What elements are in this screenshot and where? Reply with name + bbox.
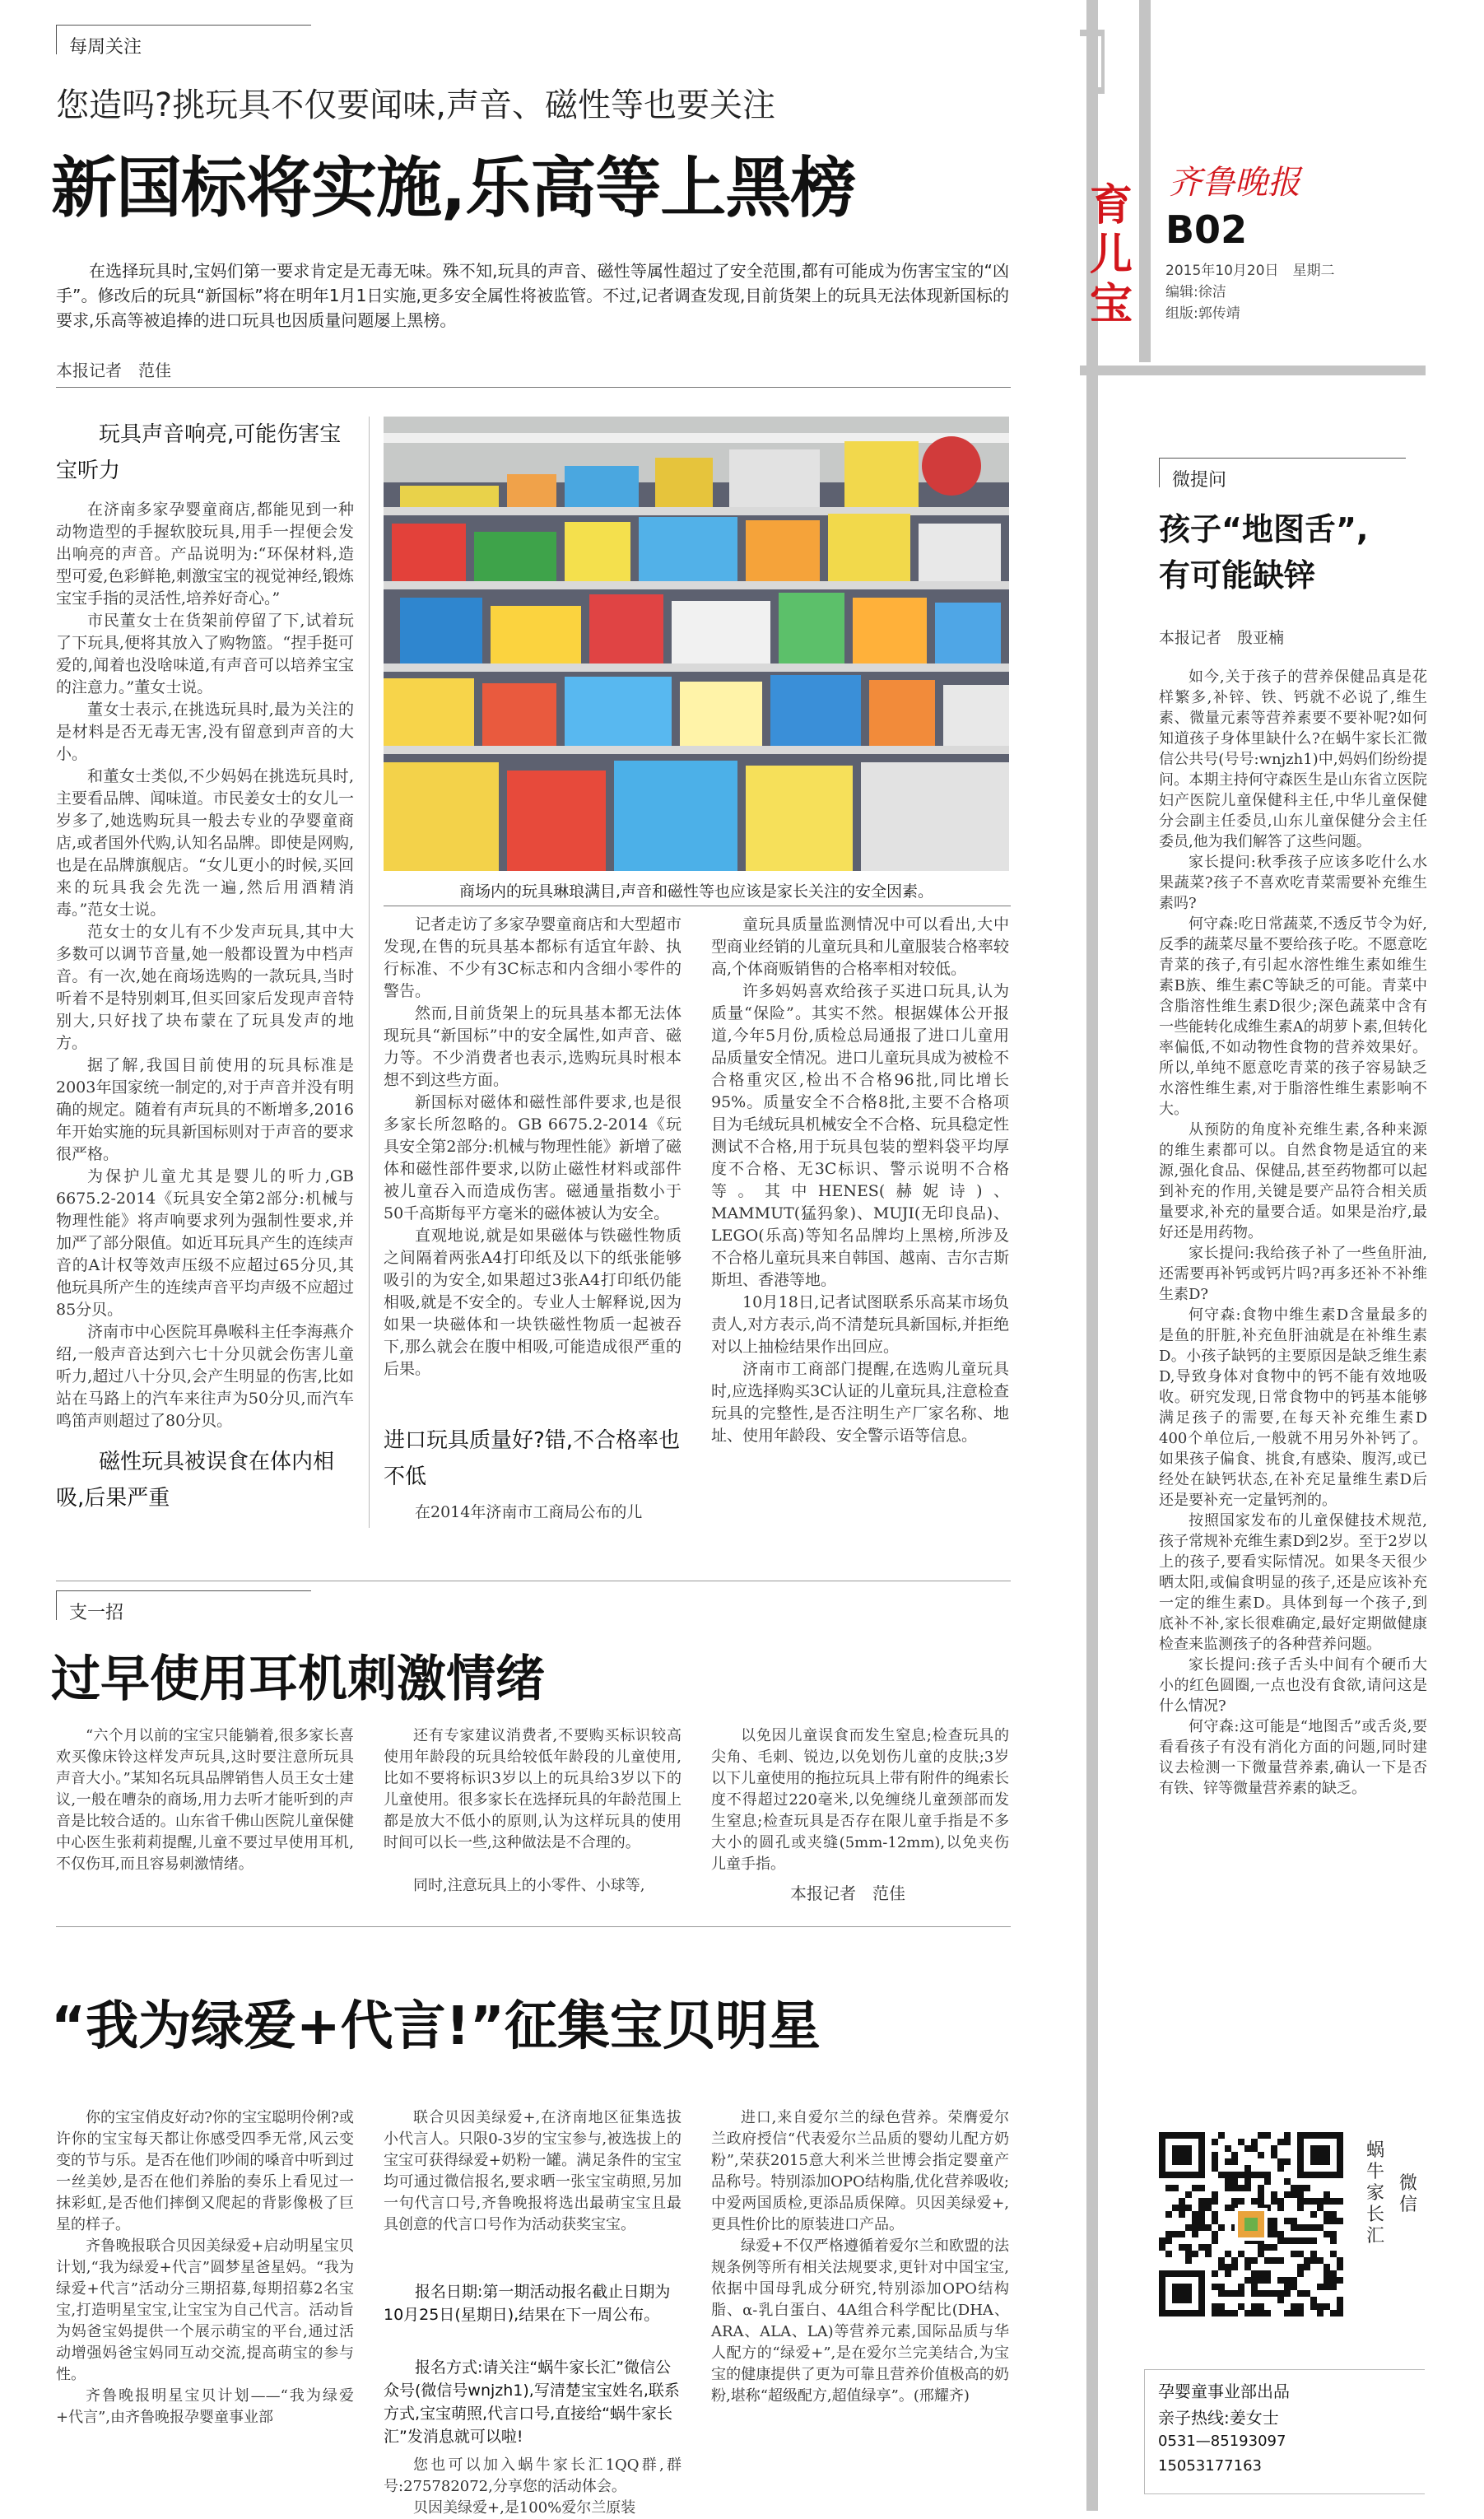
s1-col2-paragraph: 新国标对磁体和磁性部件要求,也是很多家长所忽略的。GB 6675.2-2014《玩具安全第2部分:机械与物理性能》新增了磁体和磁性部件要求,以防止磁性材料或部件被儿童吞入而造成伤害。磁通量指数小于50千高斯每平方毫米的磁体被认为安全。 bbox=[384, 1093, 682, 1222]
s3-column-2a: 联合贝因美绿爱+,在济南地区征集选拔小代言人。只限0-3岁的宝宝参与,被选拔上的宝宝可获得绿爱+奶粉一罐。满足条件的宝宝均可通过微信报名,要求晒一张宝宝萌照,另加一句代言口号,齐鲁晚报将选出最萌宝宝且最具创意的代言口号作为活动获奖宝宝。 bbox=[384, 2109, 682, 2233]
photo-caption: 商场内的玩具琳琅满目,声音和磁性等也应该是家长关注的安全因素。 bbox=[458, 882, 934, 901]
s3-signup-method: 报名方式:请关注“蜗牛家长汇”微信公众号(微信号wnjzh1),写清楚宝宝姓名,联系方式,宝宝萌照,代言口号,直接给“蜗牛家长汇”发消息就可以啦! bbox=[384, 2358, 680, 2446]
article-column-2 bbox=[384, 914, 682, 1381]
s1-col1-paragraph: 和董女士类似,不少妈妈在挑选玩具时,主要看品牌、闻味道。市民姜女士的女儿一岁多了,她选购玩具一般去专业的孕婴童商店,或者国外代购,认知名品牌。即使是网购,也是在品牌旗舰店。“女儿更小的时候,买回来的玩具我会先洗一遍,然后用酒精消毒。”范女士说。 bbox=[56, 767, 354, 919]
qr-caption-account: 蜗牛家长汇 bbox=[1366, 2140, 1385, 2247]
article-column-3 bbox=[711, 914, 1009, 1447]
contact-phone-1: 0531—85193097 bbox=[1158, 2433, 1286, 2450]
contact-box bbox=[1144, 2369, 1425, 2494]
s3-qq-group: 您也可以加入蜗牛家长汇1QQ群,群号:275782072,分享您的活动体会。 bbox=[384, 2456, 682, 2495]
sidebar-paragraph: 按照国家发布的儿童保健技术规范,孩子常规补充维生素D到2岁。至于2岁以上的孩子,要看实际情况。如果冬天很少晒太阳,或偏食明显的孩子,还是应该补充一定的维生素D。具体到每一个孩子,到底补不补,家长很难确定,最好定期做健康检查来监测孩子的各种营养问题。 bbox=[1159, 1512, 1427, 1653]
s1-col1-paragraph: 市民董女士在货架前停留了下,试着玩了下玩具,便将其放入了购物篮。“捏手挺可爱的,闻着也没啥味道,有声音可以培养宝宝的注意力。”董女士说。 bbox=[56, 612, 354, 696]
side-tag-frame-left bbox=[1159, 458, 1160, 487]
s1-col3-paragraph: 童玩具质量监测情况中可以看出,大中型商业经销的儿童玩具和儿童服装合格率较高,个体商贩销售的合格率相对较低。 bbox=[711, 915, 1009, 978]
divider bbox=[56, 387, 1011, 388]
s1-col2-paragraph: 然而,目前货架上的玩具基本都无法体现玩具“新国标”中的安全属性,如声音、磁力等。不少消费者也表示,选购玩具时根本想不到这些方面。 bbox=[384, 1004, 682, 1089]
s3-col3-paragraph: 进口,来自爱尔兰的绿色营养。荣膺爱尔兰政府授信“代表爱尔兰品质的婴幼儿配方奶粉”,荣获2015意大利米兰世博会指定婴童产品称号。特别添加OPO结构脂,优化营养吸收;中爱两国质检,更添品质保障。贝因美绿爱+,更具性价比的原装进口产品。 bbox=[711, 2109, 1009, 2233]
s1-col3-paragraph: 10月18日,记者试图联系乐高某市场负责人,对方表示,尚不清楚玩具新国标,并拒绝对以上抽检结果作出回应。 bbox=[711, 1293, 1009, 1356]
photo-illustration bbox=[384, 417, 1009, 871]
sidebar-headline-2: 有可能缺锌 bbox=[1159, 557, 1316, 594]
tag-frame-top bbox=[56, 25, 311, 26]
ornament-crossbar bbox=[1080, 362, 1426, 379]
s2-column-2b: 同时,注意玩具上的小零件、小球等, bbox=[413, 1877, 645, 1894]
s1-col2-paragraph: 记者走访了多家孕婴童商店和大型超市发现,在售的玩具基本都标有适宜年龄、执行标准、不少有3C标志和内含细小零件的警告。 bbox=[384, 915, 682, 1000]
s1-col1-paragraph: 为保护儿童尤其是婴儿的听力,GB 6675.2-2014《玩具安全第2部分:机械与物理性能》将声响要求列为强制性要求,并加严了部分限值。如近耳玩具产生的连续声音的A计权等效声压级不应超过65分贝,其他玩具所产生的连续声音平均声级不应超过85分贝。 bbox=[56, 1167, 354, 1319]
sidebar-byline: 本报记者 殷亚楠 bbox=[1159, 629, 1285, 647]
s2-byline: 本报记者 范佳 bbox=[790, 1883, 905, 1903]
column-rule bbox=[369, 417, 370, 1528]
contact-hotline: 亲子热线:姜女士 bbox=[1158, 2408, 1279, 2428]
s3-column-2d: 贝因美绿爱+,是100%爱尔兰原装 bbox=[413, 2499, 636, 2517]
subhead-magnet: 磁性玩具被误食在体内相吸,后果严重 bbox=[56, 1450, 335, 1511]
sidebar-body bbox=[1159, 667, 1427, 1799]
paper-logo: 齐鲁晚报 bbox=[1169, 164, 1300, 202]
s3-column-3 bbox=[711, 2107, 1009, 2407]
subhead-sound: 玩具声音响亮,可能伤害宝宝听力 bbox=[56, 422, 342, 483]
s1-col1-paragraph: 范女士的女儿有不少发声玩具,其中大多数可以调节音量,她一般都设置为中档声音。有一次,她在商场选购的一款玩具,当时听着不是特别刺耳,但买回家后发现声音特别大,只好找了块布蒙在了玩具发声的地方。 bbox=[56, 923, 354, 1052]
page-number: B02 bbox=[1165, 207, 1248, 252]
toy-shelf-photo bbox=[384, 417, 1009, 871]
s1-col3-paragraph: 济南市工商部门提醒,在选购儿童玩具时,应选择购买3C认证的儿童玩具,注意检查玩具的完整性,是否注明生产厂家名称、地址、使用年龄段、安全警示语等信息。 bbox=[711, 1360, 1009, 1445]
lead-paragraph: 在选择玩具时,宝妈们第一要求肯定是无毒无味。殊不知,玩具的声音、磁性等属性超过了安全范围,都有可能成为伤害宝宝的“凶手”。修改后的玩具“新国标”将在明年1月1日实施,更多安全属性将被监管。不过,记者调查发现,目前货架上的玩具无法体现新国标的要求,乐高等被追捧的进口玩具也因质量问题屡上黑榜。 bbox=[56, 261, 1009, 330]
sidebar-headline-1: 孩子“地图舌”, bbox=[1159, 511, 1369, 547]
s3-col1-paragraph: 齐鲁晚报联合贝因美绿爱+启动明星宝贝计划,“我为绿爱+代言”圆梦星爸星妈。“我为绿爱+代言”活动分三期招募,每期招募2名宝宝,打造明星宝宝,让宝宝为自己代言。活动旨为妈爸宝妈提供一个展示萌宝的平台,通过活动增强妈爸宝妈同互动交流,提高萌宝的参与性。 bbox=[56, 2237, 354, 2383]
s2-column-3: 以免因儿童误食而发生窒息;检查玩具的尖角、毛刺、锐边,以免划伤儿童的皮肤;3岁以下儿童使用的拖拉玩具上带有附件的绳索长度不得超过220毫米,以免缠绕儿童颈部而发生窒息;检查玩具是否存在限儿童手指是不多大小的圆孔或夹缝(5mm-12mm),以免夹伤儿童手指。 bbox=[711, 1727, 1009, 1873]
s1-col3-paragraph: 许多妈妈喜欢给孩子买进口玩具,认为质量“保险”。其实不然。根据媒体公开报道,今年5月份,质检总局通报了进口儿童用品质量安全情况。进口儿童玩具成为被检不合格重灾区,检出不合格96批,同比增长95%。质量安全不合格8批,主要不合格项目为毛绒玩具机械安全不合格、玩具稳定性测试不合格,用于玩具包装的塑料袋平均厚度不合格、无3C标识、警示说明不合格等。其中HENES(赫妮诗)、MAMMUT(猛犸象)、MUJI(无印良品)、LEGO(乐高)等知名品牌均上黑榜,所涉及不合格儿童玩具来自韩国、越南、吉尔吉斯斯坦、香港等地。 bbox=[711, 982, 1009, 1289]
sidebar-paragraph: 家长提问:我给孩子补了一些鱼肝油,还需要再补钙或钙片吗?再多还补不补维生素D? bbox=[1159, 1245, 1427, 1303]
contact-phone-2: 15053177163 bbox=[1158, 2457, 1262, 2475]
article-column-2-tail: 在2014年济南市工商局公布的儿 bbox=[415, 1503, 643, 1521]
s1-col1-paragraph: 据了解,我国目前使用的玩具标准是2003年国家统一制定的,对于声音并没有明确的规定。随着有声玩具的不断增多,2016年开始实施的玩具新国标则对于声音的要求很严格。 bbox=[56, 1056, 354, 1163]
qr-code[interactable] bbox=[1159, 2132, 1343, 2316]
s1-col2-paragraph: 直观地说,就是如果磁体与铁磁性物质之间隔着两张A4打印纸及以下的纸张能够吸引的为安全,如果超过3张A4打印纸仍能相吸,就是不安全的。专业人士解释说,因为如果一块磁体和一块铁磁性物质一起被吞下,那么就会在腹中相吸,可能造成很严重的后果。 bbox=[384, 1227, 682, 1378]
s3-col1-paragraph: 你的宝宝俏皮好动?你的宝宝聪明伶俐?或许你的宝宝每天都让你感受四季无常,风云变变的节与乐。是否在他们吵闹的嗓音中听到过一丝美妙,是否在他们养胎的奏乐上看见过一抹彩虹,是否他们摔倒又爬起的背影像极了巨星的样子。 bbox=[56, 2109, 354, 2233]
s3-signup-date: 报名日期:第一期活动报名截止日期为10月25日(星期日),结果在下一周公布。 bbox=[384, 2283, 671, 2324]
sidebar-paragraph: 何守森:这可能是“地图舌”或舌炎,要看看孩子有没有消化方面的问题,同时建议去检测一下微量营养素,确认一下是否有铁、锌等微量营养素的缺乏。 bbox=[1159, 1718, 1427, 1797]
side-tag-frame-top bbox=[1159, 458, 1406, 459]
s2-column-1: “六个月以前的宝宝只能躺着,很多家长喜欢买像床铃这样发声玩具,这时要注意所玩具声音大小。”某知名玩具品牌销售人员王女士建议,一般在嘈杂的商场,用力去听才能听到的声音是比较合适的。山东省千佛山医院儿童保健中心医生张莉莉提醒,儿童不要过早使用耳机,不仅伤耳,而且容易刺激情绪。 bbox=[56, 1727, 354, 1873]
tag-frame-left bbox=[56, 25, 57, 54]
s1-col1-paragraph: 董女士表示,在挑选玩具时,最为关注的是材料是否无毒无害,没有留意到声音的大小。 bbox=[56, 701, 354, 763]
sidebar-paragraph: 何守森:食物中维生素D含量最多的是鱼的肝脏,补充鱼肝油就是在补维生素D。小孩子缺钙的主要原因是缺乏维生素D,导致身体对食物中的钙不能有效地吸收。研究发现,日常食物中的钙基本能够满足孩子的需要,在每天补充维生素D 400个单位后,一般就不用另外补钙了。如果孩子偏食、挑食,有感染、腹泻,或已经处在缺钙状态,在补充足量维生素D后还是要补充一定量钙剂的。 bbox=[1159, 1306, 1427, 1509]
sidebar-paragraph: 家长提问:孩子舌头中间有个硬币大小的红色圆圈,一点也没有食欲,请问这是什么情况? bbox=[1159, 1656, 1427, 1715]
section3-divider bbox=[56, 1926, 1011, 1927]
s3-col1-paragraph: 齐鲁晚报明星宝贝计划——“我为绿爱+代言”,由齐鲁晚报孕婴童事业部 bbox=[56, 2387, 354, 2426]
section2-tag: 支一招 bbox=[69, 1603, 124, 1623]
s3-col3-paragraph: 绿爱+不仅严格遵循着爱尔兰和欧盟的法规条例等所有相关法规要求,更针对中国宝宝,依据中国母乳成分研究,特别添加OPO结构脂、α-乳白蛋白、4A组合科学配比(DHA、ARA、ALA、LA)等营养元素,国际品质与华人配方的“绿爱+”,是在爱尔兰完美结合,为宝宝的健康提供了更为可靠且营养价值极高的奶粉,堪称“超级配方,超值绿享”。(邢耀齐) bbox=[711, 2237, 1009, 2405]
sidebar-paragraph: 如今,关于孩子的营养保健品真是花样繁多,补锌、铁、钙就不必说了,维生素、微量元素等营养素要不要补呢?如何知道孩子身体里缺什么?在蜗牛家长汇微信公共号(号号:wnjzh1)中,妈妈们纷纷提问。本期主持何守森医生是山东省立医院妇产医院儿童保健科主任,中华儿童保健分会副主任委员,山东儿童保健分会主任委员,他为我们解答了这些问题。 bbox=[1159, 668, 1427, 850]
s2-column-2: 还有专家建议消费者,不要购买标识较高使用年龄段的玩具给较低年龄段的儿童使用,比如不要将标识3岁以上的玩具给3岁以下的儿童使用。很多家长在选择玩具的年龄范围上都是放大不低小的原则,认为这样玩具的使用时间可以长一些,这种做法是不合理的。 bbox=[384, 1727, 682, 1851]
sidebar-paragraph: 何守森:吃日常蔬菜,不透反节令为好,反季的蔬菜尽量不要给孩子吃。不愿意吃青菜的孩子,有引起水溶性维生素如维生素B族、维生素C等缺乏的可能。青菜中含脂溶性维生素D很少;深色蔬菜中含有一些能转化成维生素A的胡萝卜素,但转化率偏低,不如动物性食物的营养效果好。所以,单纯不愿意吃青菜的孩子容易缺乏水溶性维生素,对于脂溶性维生素影响不大。 bbox=[1159, 915, 1427, 1118]
tag2-frame-left bbox=[56, 1590, 57, 1620]
qr-caption-wechat: 微信 bbox=[1399, 2173, 1418, 2215]
byline: 本报记者 范佳 bbox=[56, 361, 171, 380]
issue-date: 2015年10月20日 星期二 bbox=[1165, 263, 1335, 279]
section3-headline: “我为绿爱+代言!”征集宝贝明星 bbox=[51, 1996, 821, 2057]
headline: 新国标将实施,乐高等上黑榜 bbox=[51, 150, 856, 226]
section-vertical-title: 育儿宝 bbox=[1089, 181, 1133, 329]
editor: 编辑:徐洁 bbox=[1165, 284, 1226, 300]
section2-headline: 过早使用耳机刺激情绪 bbox=[51, 1651, 545, 1708]
sidebar-tag: 微提问 bbox=[1172, 470, 1227, 491]
contact-title: 孕婴童事业部出品 bbox=[1158, 2382, 1290, 2401]
s1-col1-paragraph: 在济南多家孕婴童商店,都能见到一种动物造型的手握软胶玩具,用手一捏便会发出响亮的声音。产品说明为:“环保材料,造型可爱,色彩鲜艳,刺激宝宝的视觉神经,锻炼宝宝手指的灵活性,培养好奇心。” bbox=[56, 501, 354, 608]
sidebar-paragraph: 从预防的角度补充维生素,各种来源的维生素都可以。自然食物是适宜的来源,强化食品、保健品,甚至药物都可以起到补充的作用,关键是要产品符合相关质量要求,补充的量要合适。如果是治疗,最好还是用药物。 bbox=[1159, 1121, 1427, 1241]
s3-column-1 bbox=[56, 2107, 354, 2428]
kicker: 您造吗?挑玩具不仅要闻味,声音、磁性等也要关注 bbox=[56, 86, 775, 124]
sidebar-paragraph: 家长提问:秋季孩子应该多吃什么水果蔬菜?孩子不喜欢吃青菜需要补充维生素吗? bbox=[1159, 854, 1427, 912]
tag2-frame-top bbox=[56, 1590, 311, 1591]
designer: 组版:郭传靖 bbox=[1165, 305, 1240, 322]
s1-col1-paragraph: 济南市中心医院耳鼻喉科主任李海燕介绍,一般声音达到六七十分贝就会伤害儿童听力,超过八十分贝,会产生明显的伤害,比如站在马路上的汽车来往声为50分贝,而汽车鸣笛声则超过了80分贝。 bbox=[56, 1323, 354, 1430]
article-column-1 bbox=[56, 499, 354, 1432]
subhead-import: 进口玩具质量好?错,不合格率也不低 bbox=[384, 1428, 681, 1489]
greek-key-ornament-inner bbox=[1133, 0, 1157, 362]
section-tag: 每周关注 bbox=[69, 37, 142, 58]
